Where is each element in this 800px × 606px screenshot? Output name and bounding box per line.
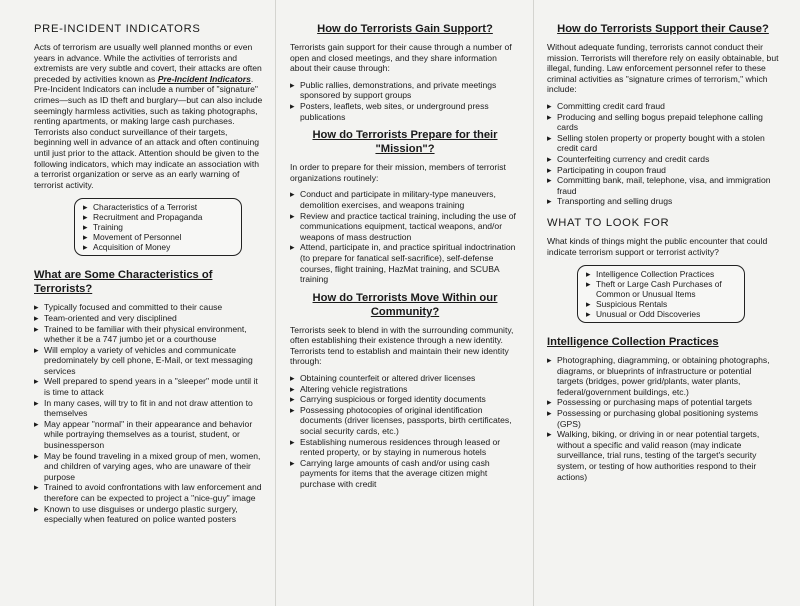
mission-heading: How do Terrorists Prepare for their "Mission"?	[312, 129, 498, 156]
list-item: ▸ Possessing photocopies of original identification documents (driver licenses, passports, birth certificates, social security cards, etc.)	[290, 405, 520, 437]
list-item: ▸ May appear "normal" in their appearance and behavior while portraying themselves as a tourist, student, or businessperson	[34, 419, 264, 451]
list-item: ▸ Team-oriented and very disciplined	[34, 313, 264, 324]
list-item: ▸ Acquisition of Money	[83, 242, 233, 252]
list-item: ▸ Carrying large amounts of cash and/or using cash payments for items that the average citizen might purchase with credit	[290, 458, 520, 490]
move-paragraph: Terrorists seek to blend in with the surrounding community, often establishing their existence through a new identity. Terrorists tend to establish and maintain their new identity through:	[290, 324, 514, 367]
middle-panel	[290, 22, 520, 496]
cause-paragraph: Without adequate funding, terrorists cannot conduct their mission. Terrorists will therefore rely on easily obtainable, but illegal, funding. Law enforcement personnel refer to these criminal activities as "signature crimes of terrorism," which include:	[547, 42, 779, 95]
mission-paragraph: In order to prepare for their mission, members of terrorist organizations routinely:	[290, 162, 506, 183]
list-item: ▸ Committing credit card fraud	[547, 101, 779, 112]
list-item: ▸ Well prepared to spend years in a "sleeper" mode until it is time to attack	[34, 376, 264, 397]
list-item: ▸ Typically focused and committed to their cause	[34, 302, 264, 313]
preincident-text-a: Acts of terrorism are usually well planned months or even years in advance. While the activities of terrorists and extremists are very subtle and covert, their attacks are often preceded by activities known as	[34, 42, 262, 84]
list-item: ▸ Known to use disguises or undergo plastic surgery, especially when featured on police wanted posters	[34, 504, 264, 525]
lookfor-heading: WHAT TO LOOK FOR	[547, 216, 670, 229]
list-item: ▸ Participating in coupon fraud	[547, 165, 779, 176]
list-item: ▸ Trained to be familiar with their physical environment, whether it be a 747 jumbo jet or a courthouse	[34, 324, 264, 345]
cause-list	[547, 101, 779, 207]
list-item: ▸ Movement of Personnel	[83, 232, 233, 242]
list-item: ▸ Walking, biking, or driving in or near potential targets, without a specific and valid reason (may indicate surveillance, trial runs, testing of the target's security system, or testing of how authorities respond to their actions)	[547, 429, 779, 482]
intel-heading: Intelligence Collection Practices	[547, 336, 719, 349]
list-item: ▸ Unusual or Odd Discoveries	[586, 309, 736, 319]
list-item: ▸ Producing and selling bogus prepaid telephone calling cards	[547, 112, 779, 133]
move-heading: How do Terrorists Move Within our Community?	[312, 291, 498, 318]
preincident-heading: PRE-INCIDENT INDICATORS	[34, 23, 201, 35]
list-item: ▸ Counterfeiting currency and credit cards	[547, 154, 779, 165]
list-item: ▸ Transporting and selling drugs	[547, 196, 779, 207]
left-panel	[34, 22, 264, 531]
list-item: ▸ Obtaining counterfeit or altered driver licenses	[290, 373, 520, 384]
list-item: ▸ Theft or Large Cash Purchases of Common or Unusual Items	[586, 279, 736, 299]
list-item: ▸ Intelligence Collection Practices	[586, 269, 736, 279]
right-panel	[547, 22, 779, 488]
mission-list	[290, 189, 520, 284]
list-item: ▸ Possessing or purchasing maps of potential targets	[547, 397, 779, 408]
list-item: ▸ Review and practice tactical training, including the use of communications equipment, tactical weapons, and/or weapons of mass destruction	[290, 211, 520, 243]
preincident-term: Pre-Incident Indicators	[157, 73, 251, 84]
list-item: ▸ Recruitment and Propaganda	[83, 212, 233, 222]
list-item: ▸ In many cases, will try to fit in and not draw attention to themselves	[34, 398, 264, 419]
list-item: ▸ Conduct and participate in military-type maneuvers, demolition exercises, and weapons training	[290, 189, 520, 210]
support-paragraph: Terrorists gain support for their cause through a number of open and closed meetings, and they share information about their cause through:	[290, 42, 512, 74]
list-item: ▸ Training	[83, 222, 233, 232]
list-item: ▸ Photographing, diagramming, or obtaining photographs, diagrams, or blueprints of infrastructure or potential targets (bridges, power grid/plants, water plants, federal/government buildings, etc.)	[547, 355, 779, 397]
list-item: ▸ Selling stolen property or property bought with a stolen credit card	[547, 133, 779, 154]
list-item: ▸ Will employ a variety of vehicles and communicate predominately by cell phone, E-Mail, or text messaging services	[34, 345, 264, 377]
support-list	[290, 80, 520, 122]
preincident-text-b: . Pre-Incident Indicators can include a number of "signature" crimes—such as ID theft and burglary—but can also include seemingly harmless activities, such as taking photographs, renting apartments, or making large cash purchases. Terrorists also conduct surveillance of their targets, beginning well in advance of an attack and often continuing until just prior to the attack. Attention should be given to the following indicators, which may indicate an association with a terrorist organization or serve as an early warning of terrorist activity.	[34, 73, 263, 190]
list-item: ▸ Public rallies, demonstrations, and private meetings sponsored by support groups	[290, 80, 520, 101]
list-item: ▸ Posters, leaflets, web sites, or underground press publications	[290, 101, 520, 122]
list-item: ▸ Establishing numerous residences through leased or rented property, or by staying in numerous hotels	[290, 437, 520, 458]
list-item: ▸ May be found traveling in a mixed group of men, women, and children of varying ages, who are unaware of their purpose	[34, 451, 264, 483]
fold-line-right	[533, 0, 534, 606]
move-list	[290, 373, 520, 490]
list-item: ▸ Suspicious Rentals	[586, 299, 736, 309]
characteristics-heading: What are Some Characteristics of Terrorists?	[34, 269, 213, 296]
characteristics-list	[34, 302, 264, 524]
list-item: ▸ Altering vehicle registrations	[290, 384, 520, 395]
lookfor-list	[586, 269, 736, 319]
cause-heading: How do Terrorists Support their Cause?	[557, 23, 769, 35]
list-item: ▸ Possessing or purchasing global positioning systems (GPS)	[547, 408, 779, 429]
list-item: ▸ Characteristics of a Terrorist	[83, 202, 233, 212]
indicator-list	[83, 202, 233, 252]
lookfor-box	[577, 265, 745, 323]
list-item: ▸ Attend, participate in, and practice spiritual indoctrination (to prepare for fanatical self-sacrifice), self-defense courses, flight training, HazMat training, and SCUBA training	[290, 242, 520, 284]
fold-line-left	[275, 0, 276, 606]
indicator-box	[74, 198, 242, 256]
lookfor-paragraph: What kinds of things might the public encounter that could indicate terrorism support or terrorist activity?	[547, 235, 768, 257]
intel-list	[547, 355, 779, 482]
list-item: ▸ Carrying suspicious or forged identity documents	[290, 394, 520, 405]
support-heading: How do Terrorists Gain Support?	[317, 23, 493, 35]
list-item: ▸ Committing bank, mail, telephone, visa, and immigration fraud	[547, 175, 779, 196]
list-item: ▸ Trained to avoid confrontations with law enforcement and therefore can be expected to project a "nice-guy" image	[34, 482, 264, 503]
preincident-paragraph	[34, 42, 264, 190]
